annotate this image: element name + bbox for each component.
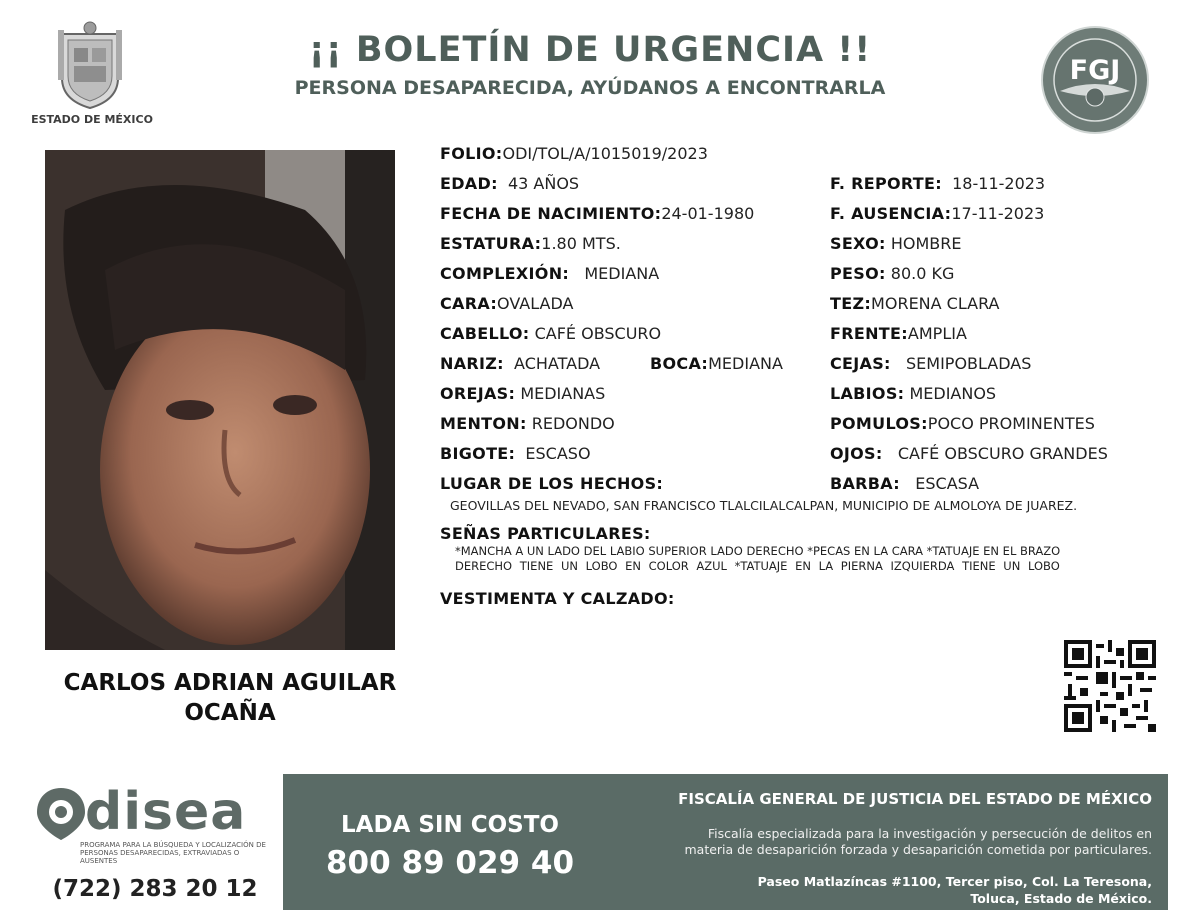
fgj-desc-line1: Fiscalía especializada para la investigación y persecución de delitos en: [707, 826, 1152, 841]
nariz-label: NARIZ:: [440, 354, 504, 373]
sexo-row: [830, 234, 961, 253]
menton-row: [440, 414, 615, 433]
senas-line1: *MANCHA A UN LADO DEL LABIO SUPERIOR LADO DERECHO *PECAS EN LA CARA *TATUAJE EN EL BRAZO: [455, 544, 1061, 558]
fgj-address: [600, 873, 1152, 907]
folio-row: [440, 144, 708, 163]
folio-value: ODI/TOL/A/1015019/2023: [502, 144, 708, 163]
estatura-row: [440, 234, 621, 253]
labios-row: [830, 384, 996, 403]
vestimenta-row: [440, 589, 675, 608]
nariz-row: [440, 354, 600, 373]
ausencia-row: [830, 204, 1044, 223]
folio-label: FOLIO:: [440, 144, 503, 163]
fgj-addr-line1: Paseo Matlazíncas #1100, Tercer piso, Col. La Teresona,: [757, 874, 1152, 889]
orejas-label: OREJAS:: [440, 384, 516, 403]
labios-value: MEDIANOS: [909, 384, 997, 403]
orejas-row: [440, 384, 605, 403]
nacimiento-row: [440, 204, 754, 223]
ausencia-label: F. AUSENCIA:: [830, 204, 952, 223]
fgj-logo-text: FGJ: [1069, 55, 1121, 86]
orejas-value: MEDIANAS: [520, 384, 606, 403]
reporte-value: 18-11-2023: [952, 174, 1046, 193]
cabello-row: [440, 324, 661, 343]
fgj-addr-line2: Toluca, Estado de México.: [970, 891, 1152, 906]
reporte-label: F. REPORTE:: [830, 174, 942, 193]
edad-value: 43 AÑOS: [507, 174, 580, 193]
cara-row: [440, 294, 573, 313]
barba-value: ESCASA: [915, 474, 980, 493]
nacimiento-label: FECHA DE NACIMIENTO:: [440, 204, 662, 223]
labios-label: LABIOS:: [830, 384, 905, 403]
estatura-value: 1.80 MTS.: [541, 234, 621, 253]
fgj-desc-line2: materia de desaparición forzada y desaparición cometida por particulares.: [684, 842, 1152, 857]
cejas-row: [830, 354, 1031, 373]
menton-value: REDONDO: [531, 414, 615, 433]
senas-label: SEÑAS PARTICULARES:: [440, 524, 651, 543]
pomulos-label: POMULOS:: [830, 414, 928, 433]
ausencia-value: 17-11-2023: [951, 204, 1045, 223]
tez-row: [830, 294, 999, 313]
estado-de-mexico-coat-of-arms: [50, 20, 130, 110]
cara-label: CARA:: [440, 294, 498, 313]
bigote-row: [440, 444, 591, 463]
frente-label: FRENTE:: [830, 324, 908, 343]
reporte-row: [830, 174, 1045, 193]
bigote-value: ESCASO: [525, 444, 591, 463]
cara-value: OVALADA: [497, 294, 574, 313]
cejas-label: CEJAS:: [830, 354, 891, 373]
fgj-title: FISCALÍA GENERAL DE JUSTICIA DEL ESTADO DE MÉXICO: [678, 790, 1152, 808]
estatura-label: ESTATURA:: [440, 234, 542, 253]
person-name-line2: OCAÑA: [184, 700, 276, 726]
frente-row: [830, 324, 967, 343]
person-name-line1: CARLOS ADRIAN AGUILAR: [63, 670, 397, 696]
cabello-value: CAFÉ OBSCURO: [534, 324, 662, 343]
sexo-label: SEXO:: [830, 234, 886, 253]
pomulos-value: POCO PROMINENTES: [927, 414, 1095, 433]
lada-sin-costo-label: LADA SIN COSTO: [341, 812, 559, 838]
estado-de-mexico-label: ESTADO DE MÉXICO: [31, 113, 153, 126]
lugar-row: [440, 474, 663, 493]
tez-value: MORENA CLARA: [871, 294, 1000, 313]
odisea-logo-text: disea: [85, 782, 247, 842]
senas-row: [440, 524, 651, 543]
odisea-map-pin-icon: [35, 786, 87, 842]
odisea-program-text: PROGRAMA PARA LA BÚSQUEDA Y LOCALIZACIÓN DE PERSONAS DESAPARECIDAS, EXTRAVIADAS O AUSENTES: [80, 841, 266, 865]
odisea-phone[interactable]: (722) 283 20 12: [52, 876, 258, 902]
frente-value: AMPLIA: [907, 324, 967, 343]
senas-line2: DERECHO TIENE UN LOBO EN COLOR AZUL *TATUAJE EN LA PIERNA IZQUIERDA TIENE UN LOBO: [455, 559, 1060, 573]
edad-label: EDAD:: [440, 174, 498, 193]
lugar-label: LUGAR DE LOS HECHOS:: [440, 474, 664, 493]
missing-person-photo: [45, 150, 395, 650]
boca-row: [650, 354, 783, 373]
nacimiento-value: 24-01-1980: [661, 204, 755, 223]
ojos-row: [830, 444, 1108, 463]
lada-phone-number[interactable]: 800 89 029 40: [325, 845, 575, 881]
menton-label: MENTON:: [440, 414, 527, 433]
bigote-label: BIGOTE:: [440, 444, 516, 463]
page-title: ¡¡ BOLETÍN DE URGENCIA !!: [308, 30, 872, 70]
qr-code[interactable]: [1064, 640, 1156, 732]
cejas-value: SEMIPOBLADAS: [906, 354, 1032, 373]
fgj-description: [600, 826, 1152, 858]
peso-row: [830, 264, 954, 283]
peso-value: 80.0 KG: [890, 264, 955, 283]
complexion-row: [440, 264, 659, 283]
boca-value: MEDIANA: [708, 354, 783, 373]
edad-row: [440, 174, 579, 193]
boca-label: BOCA:: [650, 354, 709, 373]
barba-label: BARBA:: [830, 474, 900, 493]
sexo-value: HOMBRE: [890, 234, 962, 253]
vestimenta-label: VESTIMENTA Y CALZADO:: [440, 589, 675, 608]
person-name: [30, 668, 430, 728]
tez-label: TEZ:: [830, 294, 872, 313]
complexion-label: COMPLEXIÓN:: [440, 264, 570, 283]
pomulos-row: [830, 414, 1095, 433]
ojos-label: OJOS:: [830, 444, 883, 463]
complexion-value: MEDIANA: [584, 264, 660, 283]
page-subtitle: PERSONA DESAPARECIDA, AYÚDANOS A ENCONTRARLA: [294, 77, 886, 99]
lugar-value: GEOVILLAS DEL NEVADO, SAN FRANCISCO TLALCILALCALPAN, MUNICIPIO DE ALMOLOYA DE JUAREZ.: [450, 498, 1078, 513]
barba-row: [830, 474, 979, 493]
peso-label: PESO:: [830, 264, 886, 283]
nariz-value: ACHATADA: [514, 354, 601, 373]
cabello-label: CABELLO:: [440, 324, 530, 343]
ojos-value: CAFÉ OBSCURO GRANDES: [897, 444, 1108, 463]
